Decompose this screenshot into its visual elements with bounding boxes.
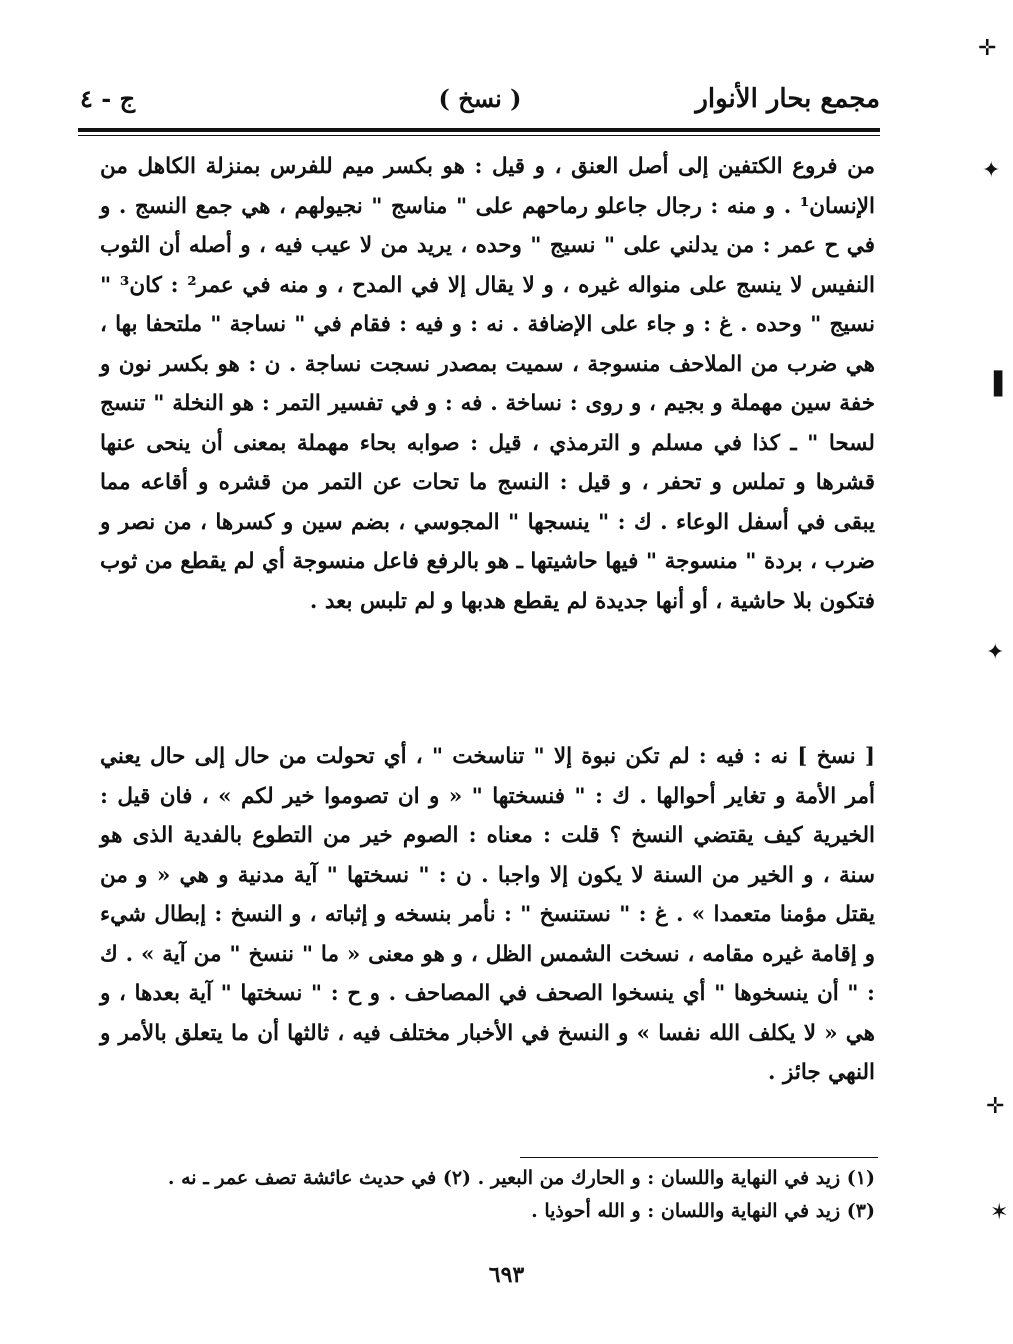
crosshair-mark-icon: ✶ [990,1200,1009,1225]
crosshair-mark-icon: ✛ [986,1094,1005,1119]
footnote-line: (١) زيد في النهاية واللسان : و الحارك من البعير . (٢) في حديث عائشة تصف عمر ـ نه . [167,1167,875,1189]
crosshair-mark-icon: ✦ [982,158,1001,183]
paragraph-nasj: من فروع الكتفين إلى أصل العنق ، و قيل : هو بكسر ميم للفرس بمنزلة الكاهل من الإنسان¹ . و منه : رجال جاعلو رماحهم على " مناسج " نجيولهم ، هي جمع النسج . و في ح عمر : من يدلني على " نسيج " وحده ، يريد من لا عيب فيه ، و أصله أن الثوب النفيس لا ينسج على منواله غيره ، و لا يقال إلا في المدح ، و منه في عمر² : كان³ " نسيج " وحده . غ : و جاء على الإضافة . نه : و فيه : فقام في " نساجة " ملتحفا بها ، هي ضرب من الملاحف منسوجة ، سميت بمصدر نسجت نساجة . ن : هو بكسر نون و خفة سين مهملة و بجيم ، و روى : نساخة . فه : و في تفسير التمر : هو النخلة " تنسج لسحا " ـ كذا في مسلم و الترمذي ، قيل : صوابه بحاء مهملة بمعنى أن ينحى عنها قشرها و تملس و تحفر ، و قيل : النسج ما تحات عن التمر من قشره و أقاعه مما يبقى في أسفل الوعاء . ك : " ينسجها " المجوسي ، بضم سين و كسرها ، من نصر و ضرب ، بردة " منسوجة " فيها حاشيتها ـ هو بالرفع فاعل منسوجة أي لم يقطع من ثوب فتكون بلا حاشية ، أو أنها جديدة لم يقطع هدبها و لم تلبس بعد . [100,154,875,614]
volume-label: ج - ٤ [80,84,136,113]
entry-heading: ( نسخ ) [438,84,522,113]
footnotes [100,1162,875,1228]
crosshair-mark-icon: ✛ [978,36,997,61]
paragraph-naskh: [ نسخ ] نه : فيه : لم تكن نبوة إلا " تناسخت " ، أي تحولت من حال إلى حال يعني أمر الأمة و تغاير أحوالها . ك : " فنسختها " « و ان تصوموا خير لكم » ، فان قيل : الخيرية كيف يقتضي النسخ ؟ قلت : معناه : الصوم خير من التطوع بالفدية الذى هو سنة ، و الخير من السنة لا يكون إلا واجبا . ن : " نسختها " آية مدنية و هي « و من يقتل مؤمنا متعمدا » . غ : " نستنسخ " : نأمر بنسخه و إثباته ، و النسخ : إبطال شيء و إقامة غيره مقامه ، نسخت الشمس الظل ، و هو معنى « ما " ننسخ " من آية » . ك : " أن ينسخوها " أي ينسخوا الصحف في المصاحف . و ح : " نسختها " آية بعدها ، و هي « لا يكلف الله نفسا » و النسخ في الأخبار مختلف فيه ، ثالثها أن ما يتعلق بالأمر و النهي جائز . [100,744,875,1085]
page-number: ٦٩٣ [488,1262,525,1288]
edge-mark-icon: ▌ [994,372,1011,397]
header-rule-thick [78,128,880,132]
crosshair-mark-icon: ✦ [986,640,1005,665]
book-title: مجمع بحار الأنوار [695,84,880,114]
header-rule-thin [78,135,880,136]
footnote-line: (٣) زيد في النهاية واللسان : و الله أحوذيا . [531,1200,875,1222]
running-header [80,84,880,128]
footnote-rule [520,1157,878,1158]
